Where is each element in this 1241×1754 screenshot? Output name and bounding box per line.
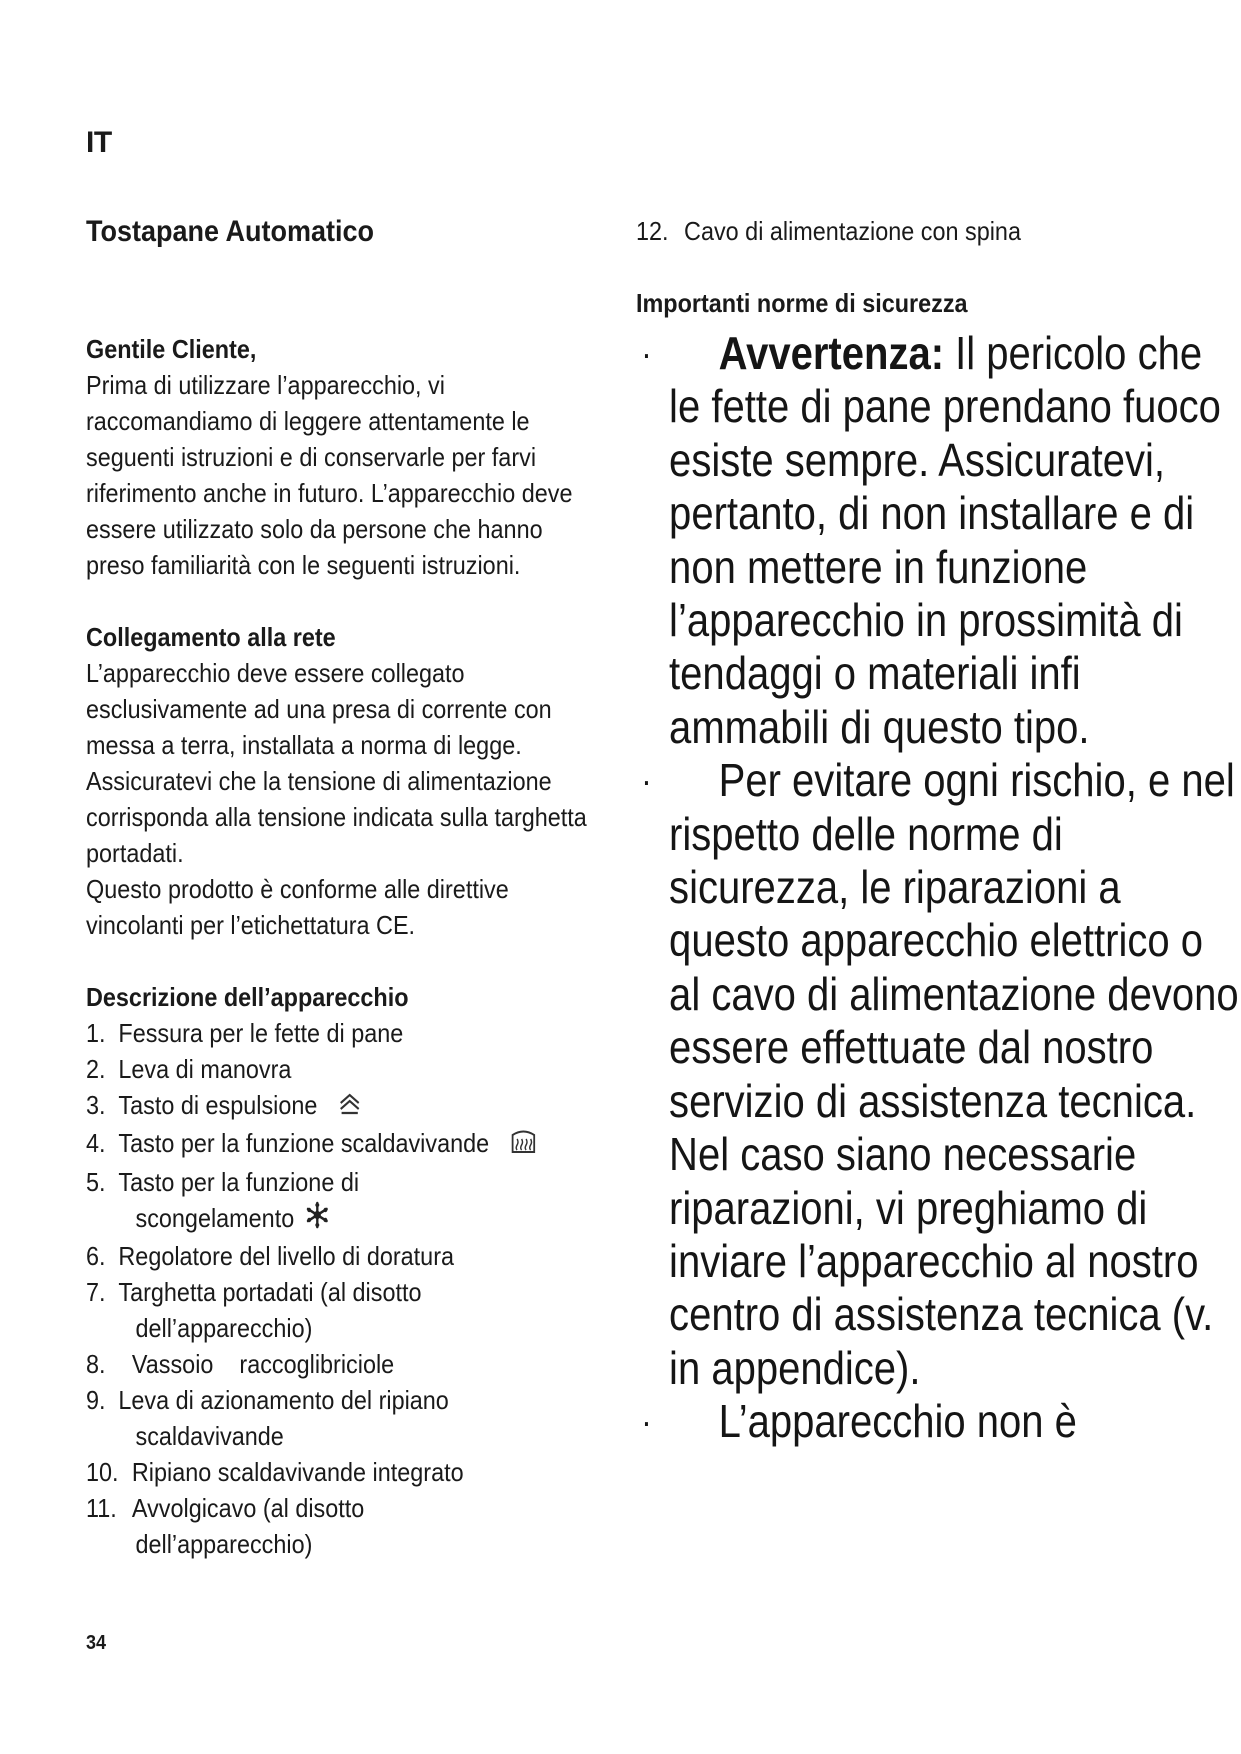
item-text: Regolatore del livello di doratura — [118, 1241, 455, 1272]
warning-text: Il pericolo che le fette di pane prendano fuoco esiste sempre. Assicuratevi, pertanto, di non installare e di non mettere in funzione l’apparecchio in prossimità di tendaggi o materiali infi ammabili di questo tipo. — [669, 327, 1221, 753]
bullet: · — [641, 760, 652, 802]
item-number: 2. — [86, 1054, 106, 1084]
greeting-text: Prima di utilizzare l’apparecchio, vi raccomandiamo di leggere attentamente le seguenti istruzioni e di conservarle per farvi riferimento anche in futuro. L’apparecchio deve essere utilizzato solo da persone che hanno preso familiarità con le seguenti istruzioni. — [86, 370, 573, 580]
list-item — [86, 1274, 599, 1310]
parts-list — [86, 1015, 606, 1562]
warming-rack-icon — [510, 1127, 537, 1164]
list-item-12 — [636, 213, 1140, 249]
item-number: 7. — [86, 1277, 106, 1308]
list-item-continuation — [86, 1418, 599, 1454]
item-number: 9. — [86, 1385, 106, 1416]
item-text: Cavo di alimentazione con spina — [684, 216, 1021, 246]
item-text-continuation: dell’apparecchio) — [135, 1313, 313, 1344]
item-text: Vassoio raccoglibriciole — [131, 1349, 395, 1380]
item-number: 8. — [86, 1349, 106, 1380]
list-item — [86, 1382, 599, 1418]
description-section — [86, 979, 606, 1562]
description-heading: Descrizione dell’apparecchio — [86, 982, 409, 1012]
connection-text-2: Assicuratevi che la tensione di alimentazione corrisponda alla tensione indicata sulla targhetta portadati. — [86, 766, 587, 868]
item-number: 6. — [86, 1241, 106, 1272]
list-item — [86, 1346, 599, 1382]
list-item-continuation — [86, 1310, 599, 1346]
item-number: 12. — [636, 216, 669, 246]
item-text: Ripiano scaldavivande integrato — [131, 1457, 464, 1488]
list-item — [86, 1051, 599, 1087]
list-item — [86, 1490, 599, 1526]
item-text-continuation: scaldavivande — [135, 1421, 284, 1452]
connection-section — [86, 619, 606, 943]
item-text: Targhetta portadati (al disotto — [118, 1277, 422, 1308]
warning-label: Avvertenza: — [718, 327, 945, 379]
item-number: 11. — [86, 1493, 117, 1524]
snowflake-icon — [304, 1201, 329, 1238]
greeting-heading: Gentile Cliente, — [86, 334, 257, 364]
greeting-section — [86, 331, 606, 583]
usage-text: L’apparecchio non è — [718, 1395, 1077, 1448]
list-item-continuation — [86, 1200, 599, 1239]
safety-list — [636, 327, 1239, 1449]
item-text: Leva di azionamento del ripiano — [118, 1385, 449, 1416]
connection-text-1: L’apparecchio deve essere collegato esclusivamente ad una presa di corrente con messa a terra, installata a norma di legge. — [86, 658, 552, 760]
list-item — [86, 1164, 599, 1200]
eject-icon — [338, 1089, 361, 1125]
list-item — [86, 1125, 599, 1164]
item-number: 10. — [86, 1457, 119, 1488]
left-column — [86, 213, 606, 1562]
item-text: Leva di manovra — [118, 1054, 292, 1084]
safety-item-warning — [636, 327, 1241, 754]
list-item — [86, 1454, 599, 1490]
right-column — [636, 213, 1239, 1449]
document-title: Tostapane Automatico — [86, 215, 375, 248]
language-code: IT — [86, 126, 112, 159]
bullet: · — [641, 1401, 652, 1443]
safety-item-repairs — [636, 754, 1241, 1395]
connection-heading: Collegamento alla rete — [86, 622, 336, 652]
list-item-continuation — [86, 1526, 599, 1562]
item-number: 5. — [86, 1166, 106, 1197]
bullet: · — [641, 333, 652, 374]
list-item — [86, 1015, 599, 1051]
item-text: Tasto per la funzione di — [118, 1166, 360, 1197]
item-text-continuation: scongelamento — [135, 1202, 295, 1233]
connection-text-3: Questo prodotto è conforme alle direttive vincolanti per l’etichettatura CE. — [86, 874, 509, 940]
item-number: 4. — [86, 1128, 106, 1159]
item-text: Tasto di espulsione — [118, 1090, 318, 1120]
page-number: 34 — [86, 1632, 107, 1654]
item-text-continuation: dell’apparecchio) — [135, 1529, 313, 1560]
item-number: 1. — [86, 1018, 106, 1048]
safety-item-usage — [636, 1395, 1241, 1448]
safety-heading: Importanti norme di sicurezza — [636, 288, 968, 318]
item-text: Tasto per la funzione scaldavivande — [118, 1128, 490, 1159]
item-number: 3. — [86, 1090, 106, 1120]
list-item — [86, 1238, 599, 1274]
repair-text: Per evitare ogni rischio, e nel rispetto delle norme di sicurezza, le riparazioni a questo apparecchio elettrico o al cavo di alimentazione devono essere effettuate dal nostro servizio di assistenza tecnica. Nel caso siano necessarie riparazioni, vi preghiamo di inviare l’apparecchio al nostro centro di assistenza tecnica (v. in appendice). — [669, 754, 1239, 1394]
list-item — [86, 1087, 599, 1125]
item-text: Avvolgicavo (al disotto — [131, 1493, 365, 1524]
item-text: Fessura per le fette di pane — [118, 1018, 404, 1048]
